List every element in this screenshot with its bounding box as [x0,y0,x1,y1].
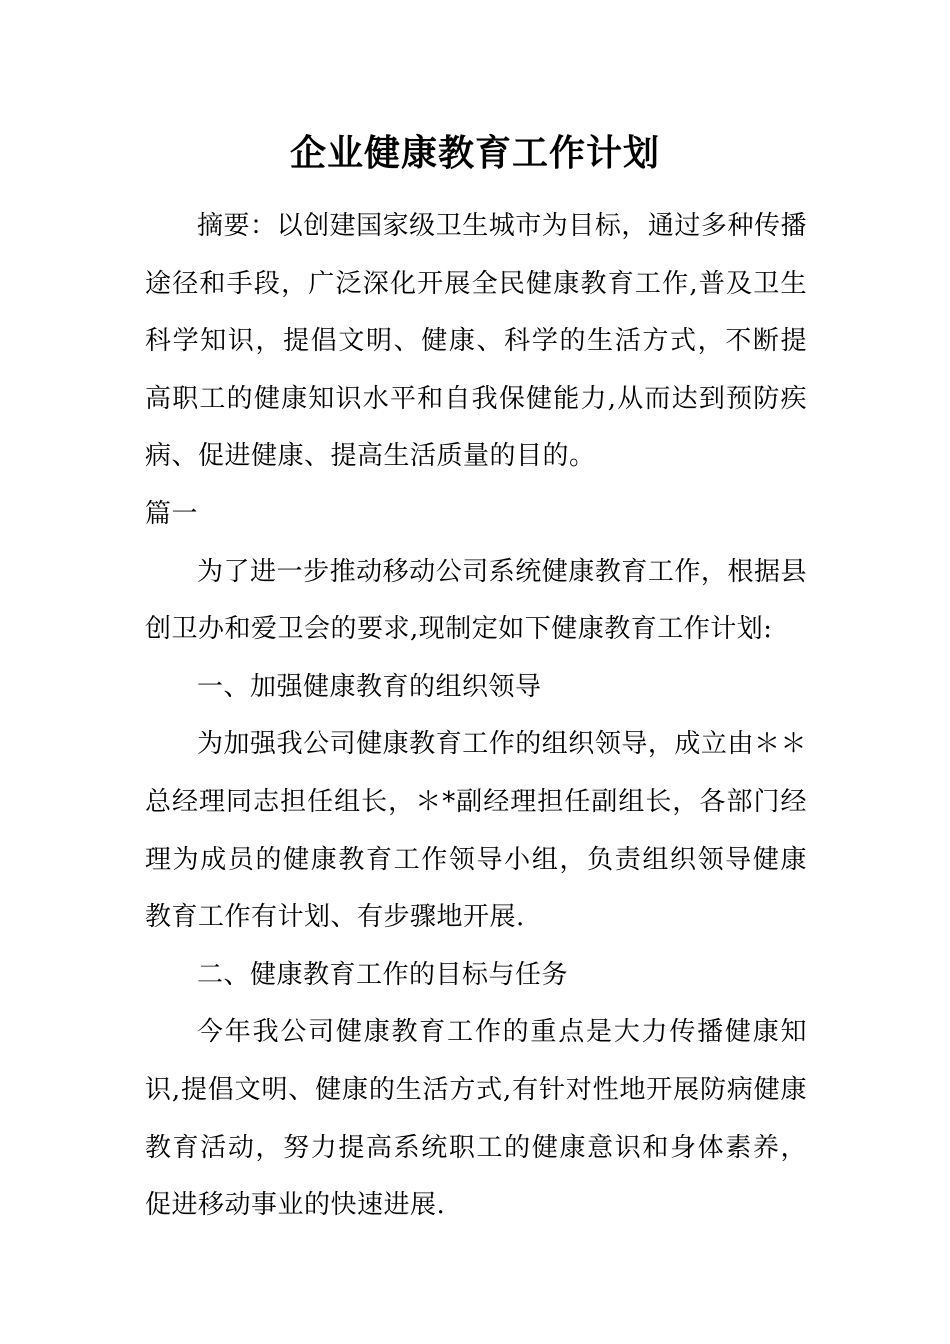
abstract-paragraph: 摘要：以创建国家级卫生城市为目标，通过多种传播途径和手段，广泛深化开展全民健康教育工作,普及卫生科学知识，提倡文明、健康、科学的生活方式，不断提高职工的健康知识水平和自我保健能力,从而达到预防疾病、促进健康、提高生活质量的目的。 [145,211,807,472]
organization-paragraph: 为加强我公司健康教育工作的组织领导，成立由＊＊总经理同志担任组长，＊*副经理担任副组长，各部门经理为成员的健康教育工作领导小组，负责组织领导健康教育工作有计划、有步骤地开展. [145,729,807,933]
intro-paragraph: 为了进一步推动移动公司系统健康教育工作，根据县创卫办和爱卫会的要求,现制定如下健康教育工作计划: [145,556,807,645]
section-label: 篇一 [145,498,199,529]
document-title: 企业健康教育工作计划 [289,132,660,174]
heading-goals: 二、健康教育工作的目标与任务 [197,959,569,990]
document-body [145,198,807,1235]
goals-paragraph: 今年我公司健康教育工作的重点是大力传播健康知识,提倡文明、健康的生活方式,有针对性地开展防病健康教育活动，努力提高系统职工的健康意识和身体素养，促进移动事业的快速进展. [145,1017,807,1221]
heading-organization: 一、加强健康教育的组织领导 [197,671,542,702]
